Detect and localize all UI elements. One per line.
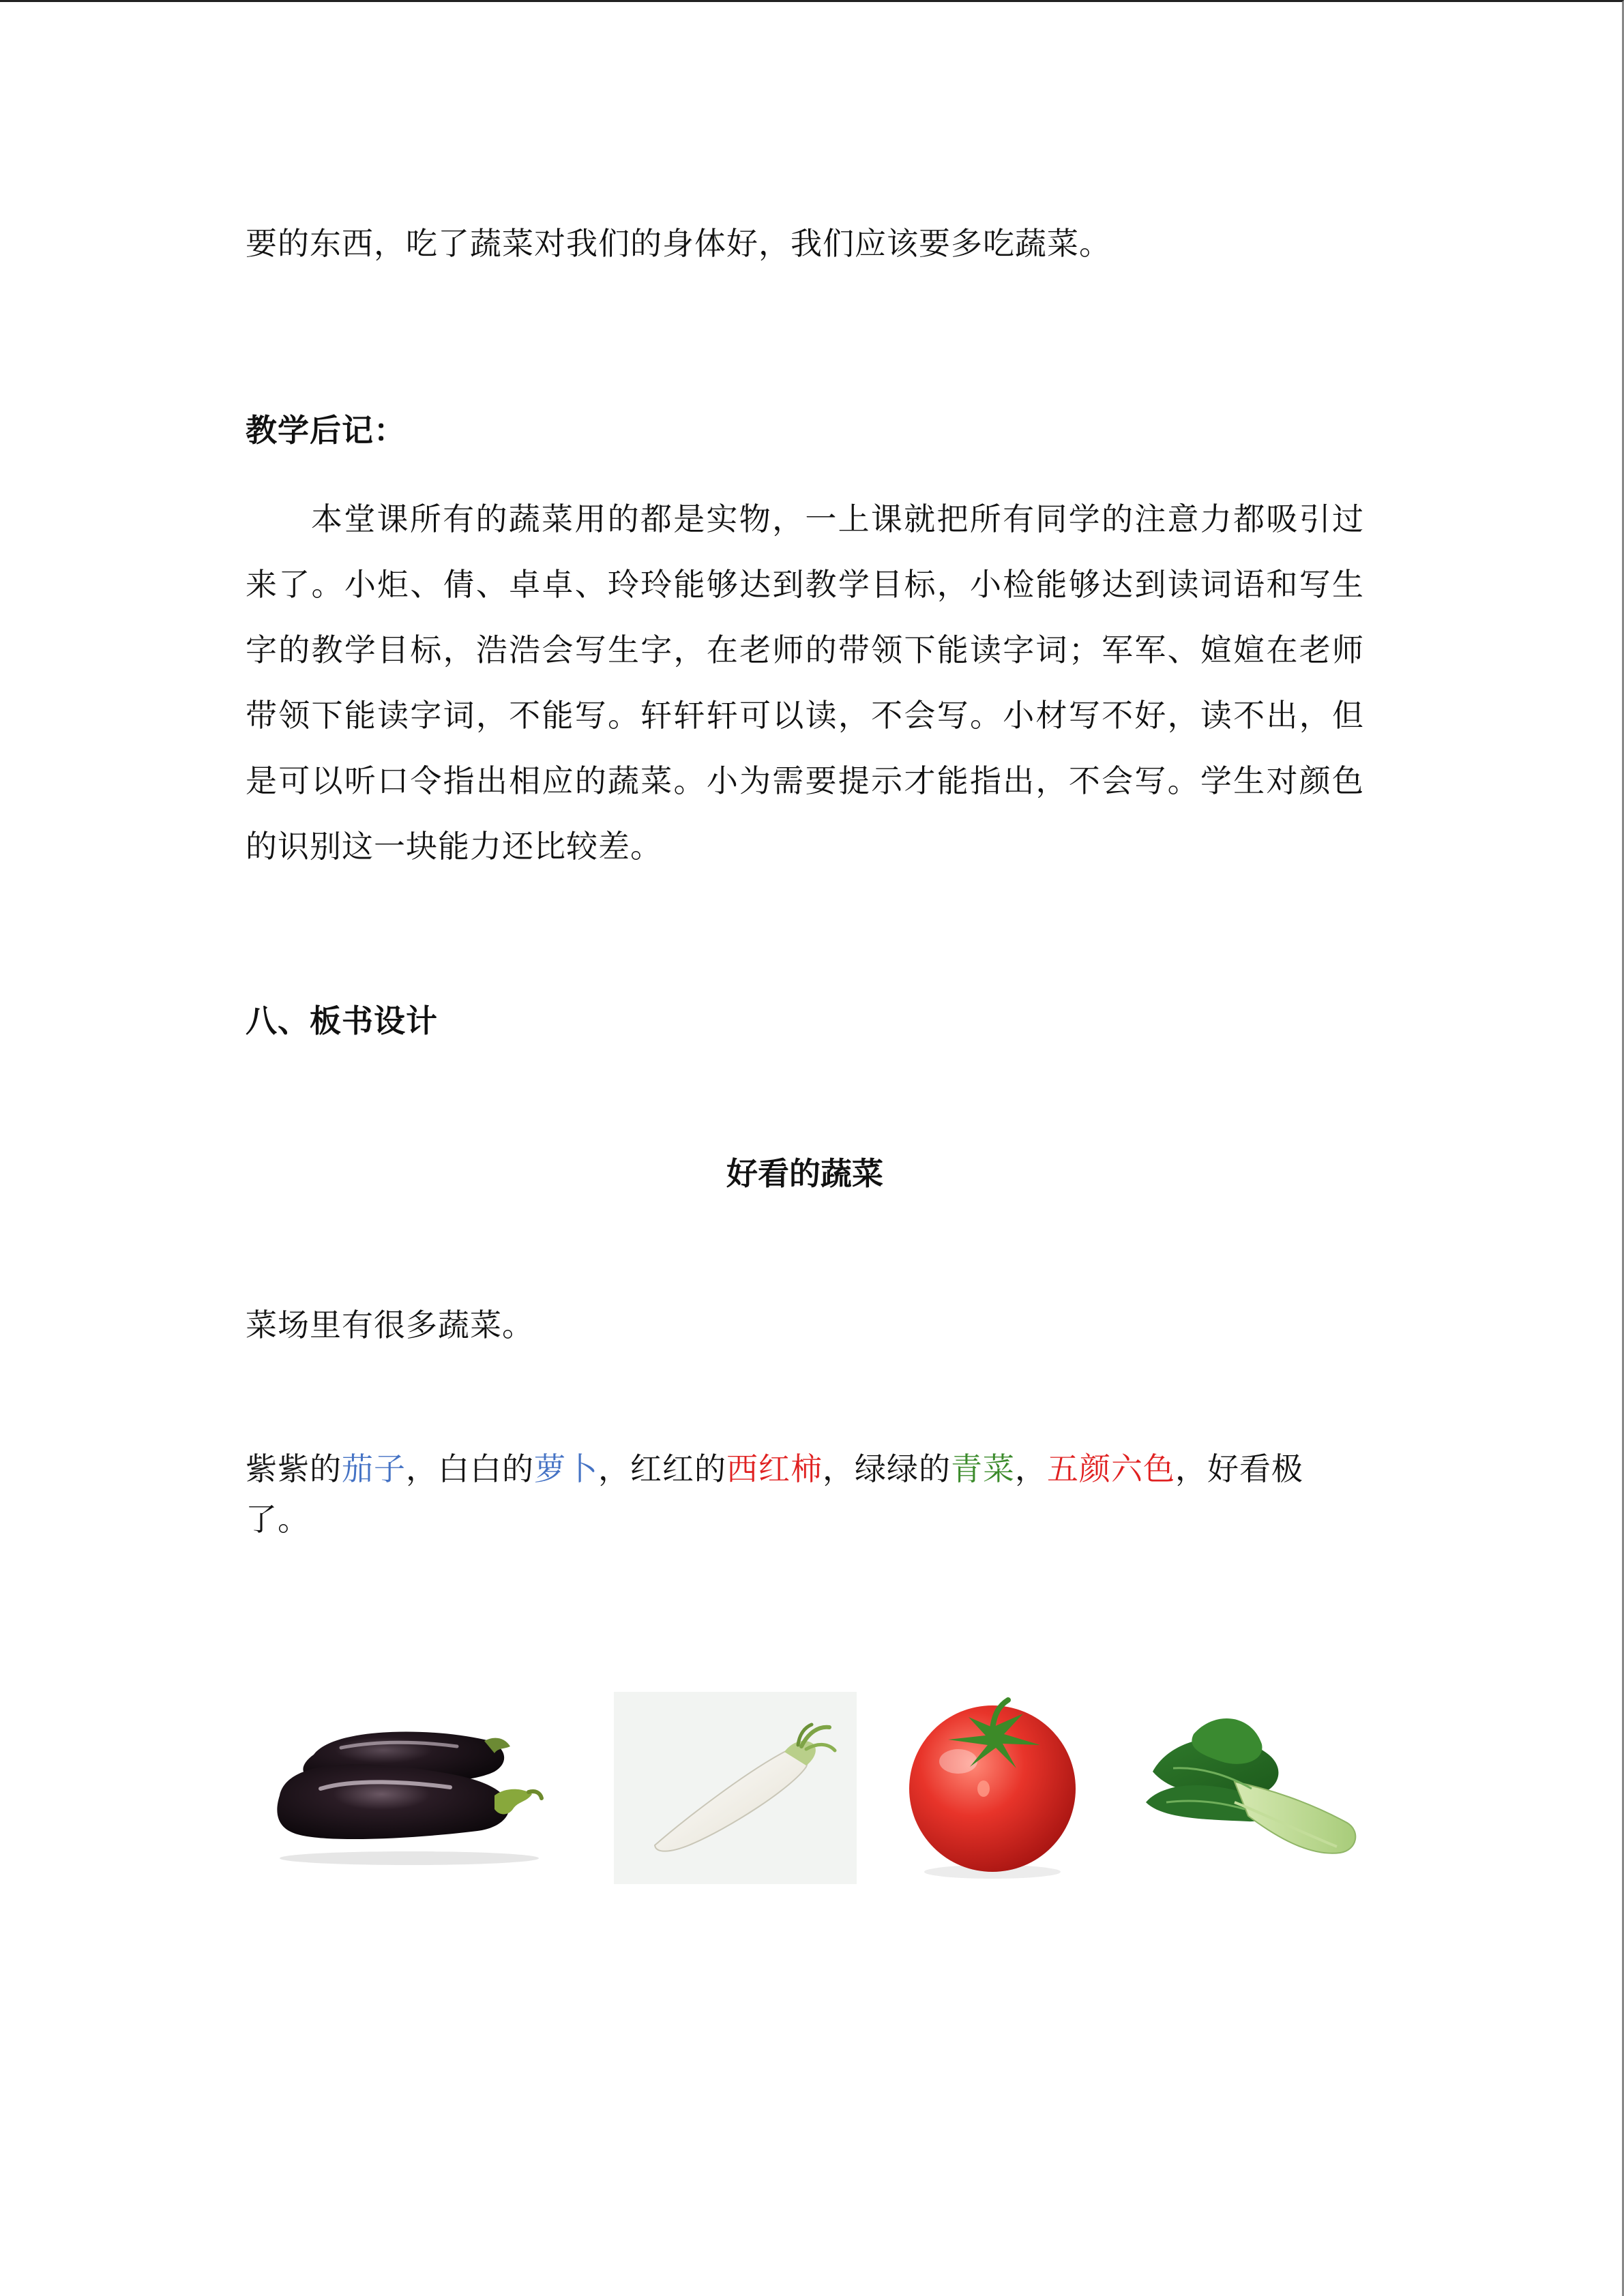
radish-image xyxy=(614,1692,857,1884)
board-title: 好看的蔬菜 xyxy=(726,1155,883,1192)
heading-teaching-notes: 教学后记： xyxy=(246,412,406,449)
text-segment: ，白白的 xyxy=(406,1450,534,1487)
word-greens: 青菜 xyxy=(951,1450,1015,1487)
word-eggplant: 茄子 xyxy=(342,1450,406,1487)
text-segment: ，绿绿的 xyxy=(823,1450,951,1487)
text-segment: ， xyxy=(1015,1450,1047,1487)
text-segment: ，红红的 xyxy=(598,1450,726,1487)
word-tomato: 西红柿 xyxy=(726,1450,823,1487)
teaching-notes-paragraph: 本堂课所有的蔬菜用的都是实物，一上课就把所有同学的注意力都吸引过来了。小炬、倩、卓卓、玲玲能够达到教学目标，小检能够达到读词语和写生字的教学目标，浩浩会写生字，在老师的带领下能读字词；军军、媗媗在老师带领下能读字词，不能写。轩轩轩可以读，不会写。小材写不好，读不出，但是可以听口令指出相应的蔬菜。小为需要提示才能指出，不会写。学生对颜色的识别这一块能力还比较差。 xyxy=(246,501,1364,865)
text-segment: 紫紫的 xyxy=(246,1450,342,1487)
paragraph-continuation: 要的东西，吃了蔬菜对我们的身体好，我们应该要多吃蔬菜。 xyxy=(246,225,1111,262)
tomato-image xyxy=(894,1686,1091,1884)
word-radish: 萝卜 xyxy=(534,1450,598,1487)
word-colorful: 五颜六色 xyxy=(1047,1450,1175,1487)
text-segment: ，好看极了。 xyxy=(246,1450,1303,1538)
heading-board-design: 八、板书设计 xyxy=(246,1002,438,1039)
bok-choy-image xyxy=(1132,1707,1371,1877)
eggplant-image xyxy=(259,1707,546,1870)
board-line-1: 菜场里有很多蔬菜。 xyxy=(246,1307,534,1343)
board-line-2 xyxy=(246,1444,1337,1545)
